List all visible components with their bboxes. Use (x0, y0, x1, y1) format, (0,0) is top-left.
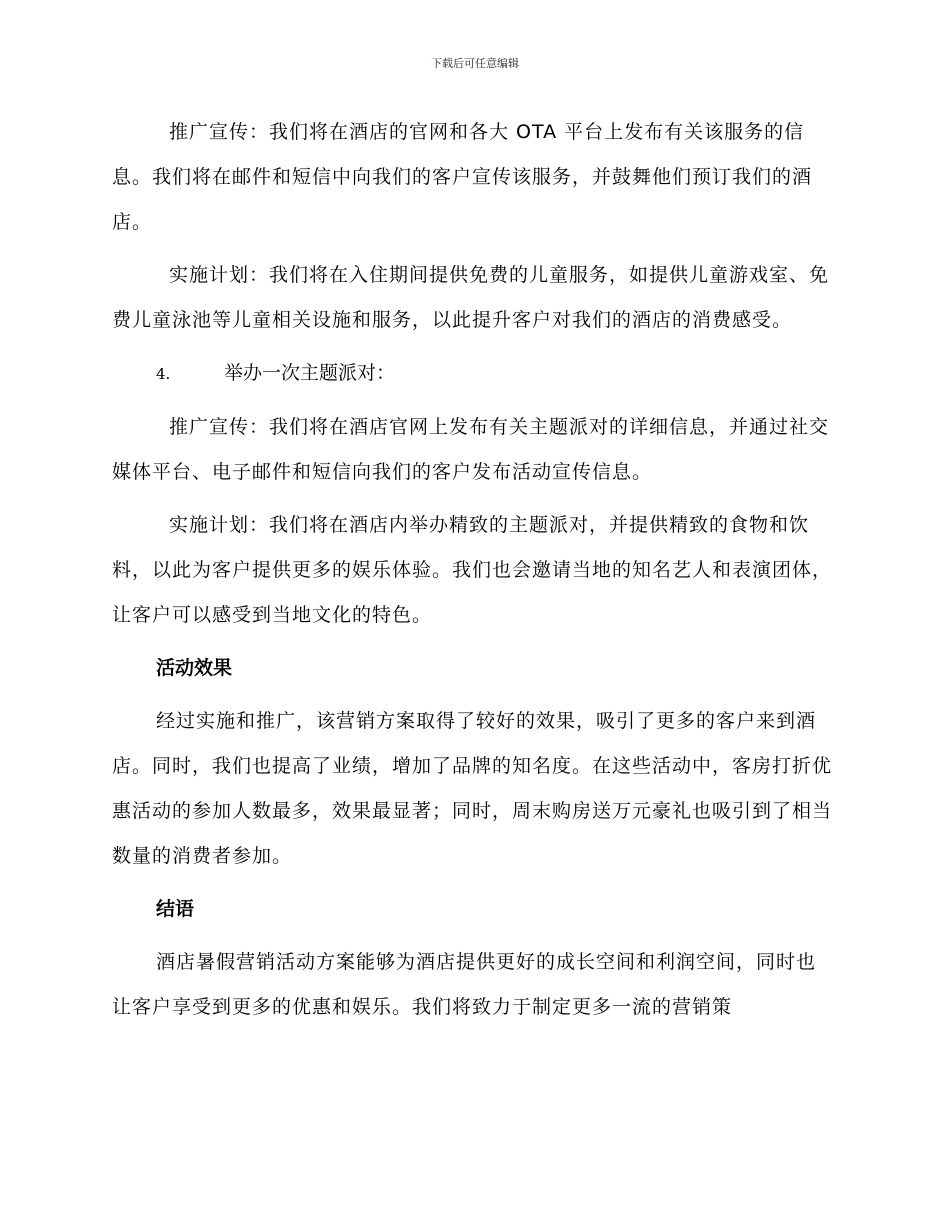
paragraph-results: 经过实施和推广，该营销方案取得了较好的效果，吸引了更多的客户来到酒店。同时，我们也提高了业绩，增加了品牌的知名度。在这些活动中，客房打折优惠活动的参加人数最多，效果最显著；同时，周末购房送万元豪礼也吸引到了相当数量的消费者参加。 (112, 710, 833, 867)
paragraph-plan-kids: 实施计划：我们将在入住期间提供免费的儿童服务，如提供儿童游戏室、免费儿童泳池等儿童相关设施和服务，以此提升客户对我们的酒店的消费感受。 (112, 264, 830, 331)
section-heading-results: 活动效果 (156, 657, 233, 679)
document-body (112, 110, 832, 1038)
list-number: 4. (156, 365, 171, 383)
section-heading-conclusion: 结语 (156, 898, 195, 920)
list-item-text: 举办一次主题派对： (224, 362, 396, 384)
header-note: 下载后可任意编辑 (431, 57, 519, 70)
list-item-theme-party (112, 351, 832, 397)
paragraph-conclusion: 酒店暑假营销活动方案能够为酒店提供更好的成长空间和利润空间，同时也让客户享受到更多的优惠和娱乐。我们将致力于制定更多一流的营销策 (112, 951, 817, 1018)
paragraph-plan-party: 实施计划：我们将在酒店内举办精致的主题派对，并提供精致的食物和饮料，以此为客户提供更多的娱乐体验。我们也会邀请当地的知名艺人和表演团体，让客户可以感受到当地文化的特色。 (112, 514, 833, 626)
paragraph-promotion-party: 推广宣传：我们将在酒店官网上发布有关主题派对的详细信息，并通过社交媒体平台、电子邮件和短信向我们的客户发布活动宣传信息。 (112, 416, 830, 483)
paragraph-promotion-kids: 推广宣传：我们将在酒店的官网和各大 OTA 平台上发布有关该服务的信息。我们将在邮件和短信中向我们的客户宣传该服务，并鼓舞他们预订我们的酒店。 (112, 121, 813, 233)
